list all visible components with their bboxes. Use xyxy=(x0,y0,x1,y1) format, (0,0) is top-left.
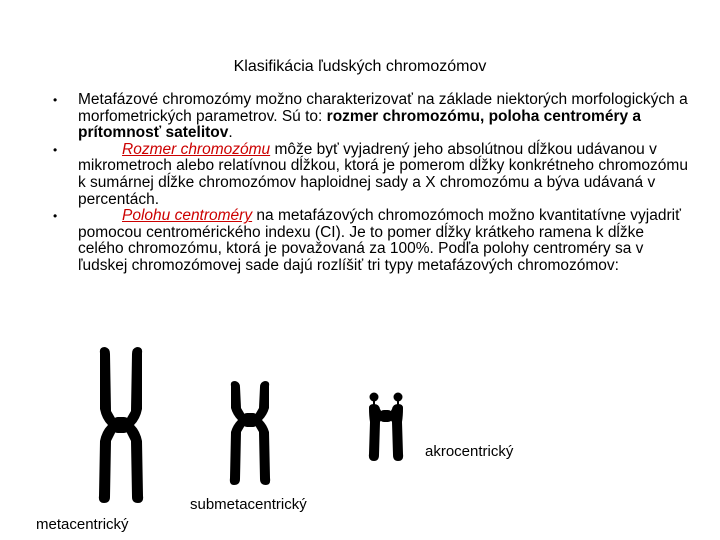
caption-metacentric: metacentrický xyxy=(36,516,129,533)
bullet-item-2 xyxy=(48,142,688,208)
caption-acrocentric: akrocentrický xyxy=(425,443,514,460)
highlight-term: Polohu centroméry xyxy=(122,207,253,225)
bullet-item-1 xyxy=(48,92,688,142)
bullet-text: na metafázových chromozómoch možno kvantitatívne vyjadriť pomocou centromérického indexu (CI). Je to pomer dĺžky krátkeho ramena k dĺžke celého chromozómu, ktorá je považovaná za 100%. Podľa polohy centroméry sa v ľudskej chromozómovej sade dajú rozlíšiť tri typy metafázových chromozómov: xyxy=(78,207,681,274)
bullet-marker: • xyxy=(53,93,58,107)
bullet-list xyxy=(48,92,688,275)
caption-submetacentric: submetacentrický xyxy=(190,496,307,513)
bullet-item-3 xyxy=(48,208,688,274)
bullet-text-end: . xyxy=(228,124,233,142)
slide-title: Klasifikácia ľudských chromozómov xyxy=(233,58,487,75)
bullet-marker: • xyxy=(53,209,58,224)
acrocentric-chromosome-icon xyxy=(365,392,407,462)
bullet-bold-text: rozmer chromozómu, poloha centroméry a prítomnosť satelitov xyxy=(78,107,642,142)
metacentric-chromosome-icon xyxy=(92,345,150,505)
bullet-text: môže byť vyjadrený jeho absolútnou dĺžkou udávanou v mikrometroch alebo relatívnou dĺžkou, ktorá je pomerom dĺžky konkrétneho chromozómu k sumárnej dĺžke chromozómov haploidnej sady a X chromozómu a býva udávaná v percentách. xyxy=(78,140,688,208)
bullet-text: Metafázové chromozómy možno charakterizovať na základe niektorých morfologických a morfometrických parametrov. Sú to: xyxy=(78,91,688,125)
submetacentric-chromosome-icon xyxy=(224,380,276,486)
highlight-term: Rozmer chromozómu xyxy=(122,140,271,158)
bullet-marker: • xyxy=(53,142,58,157)
